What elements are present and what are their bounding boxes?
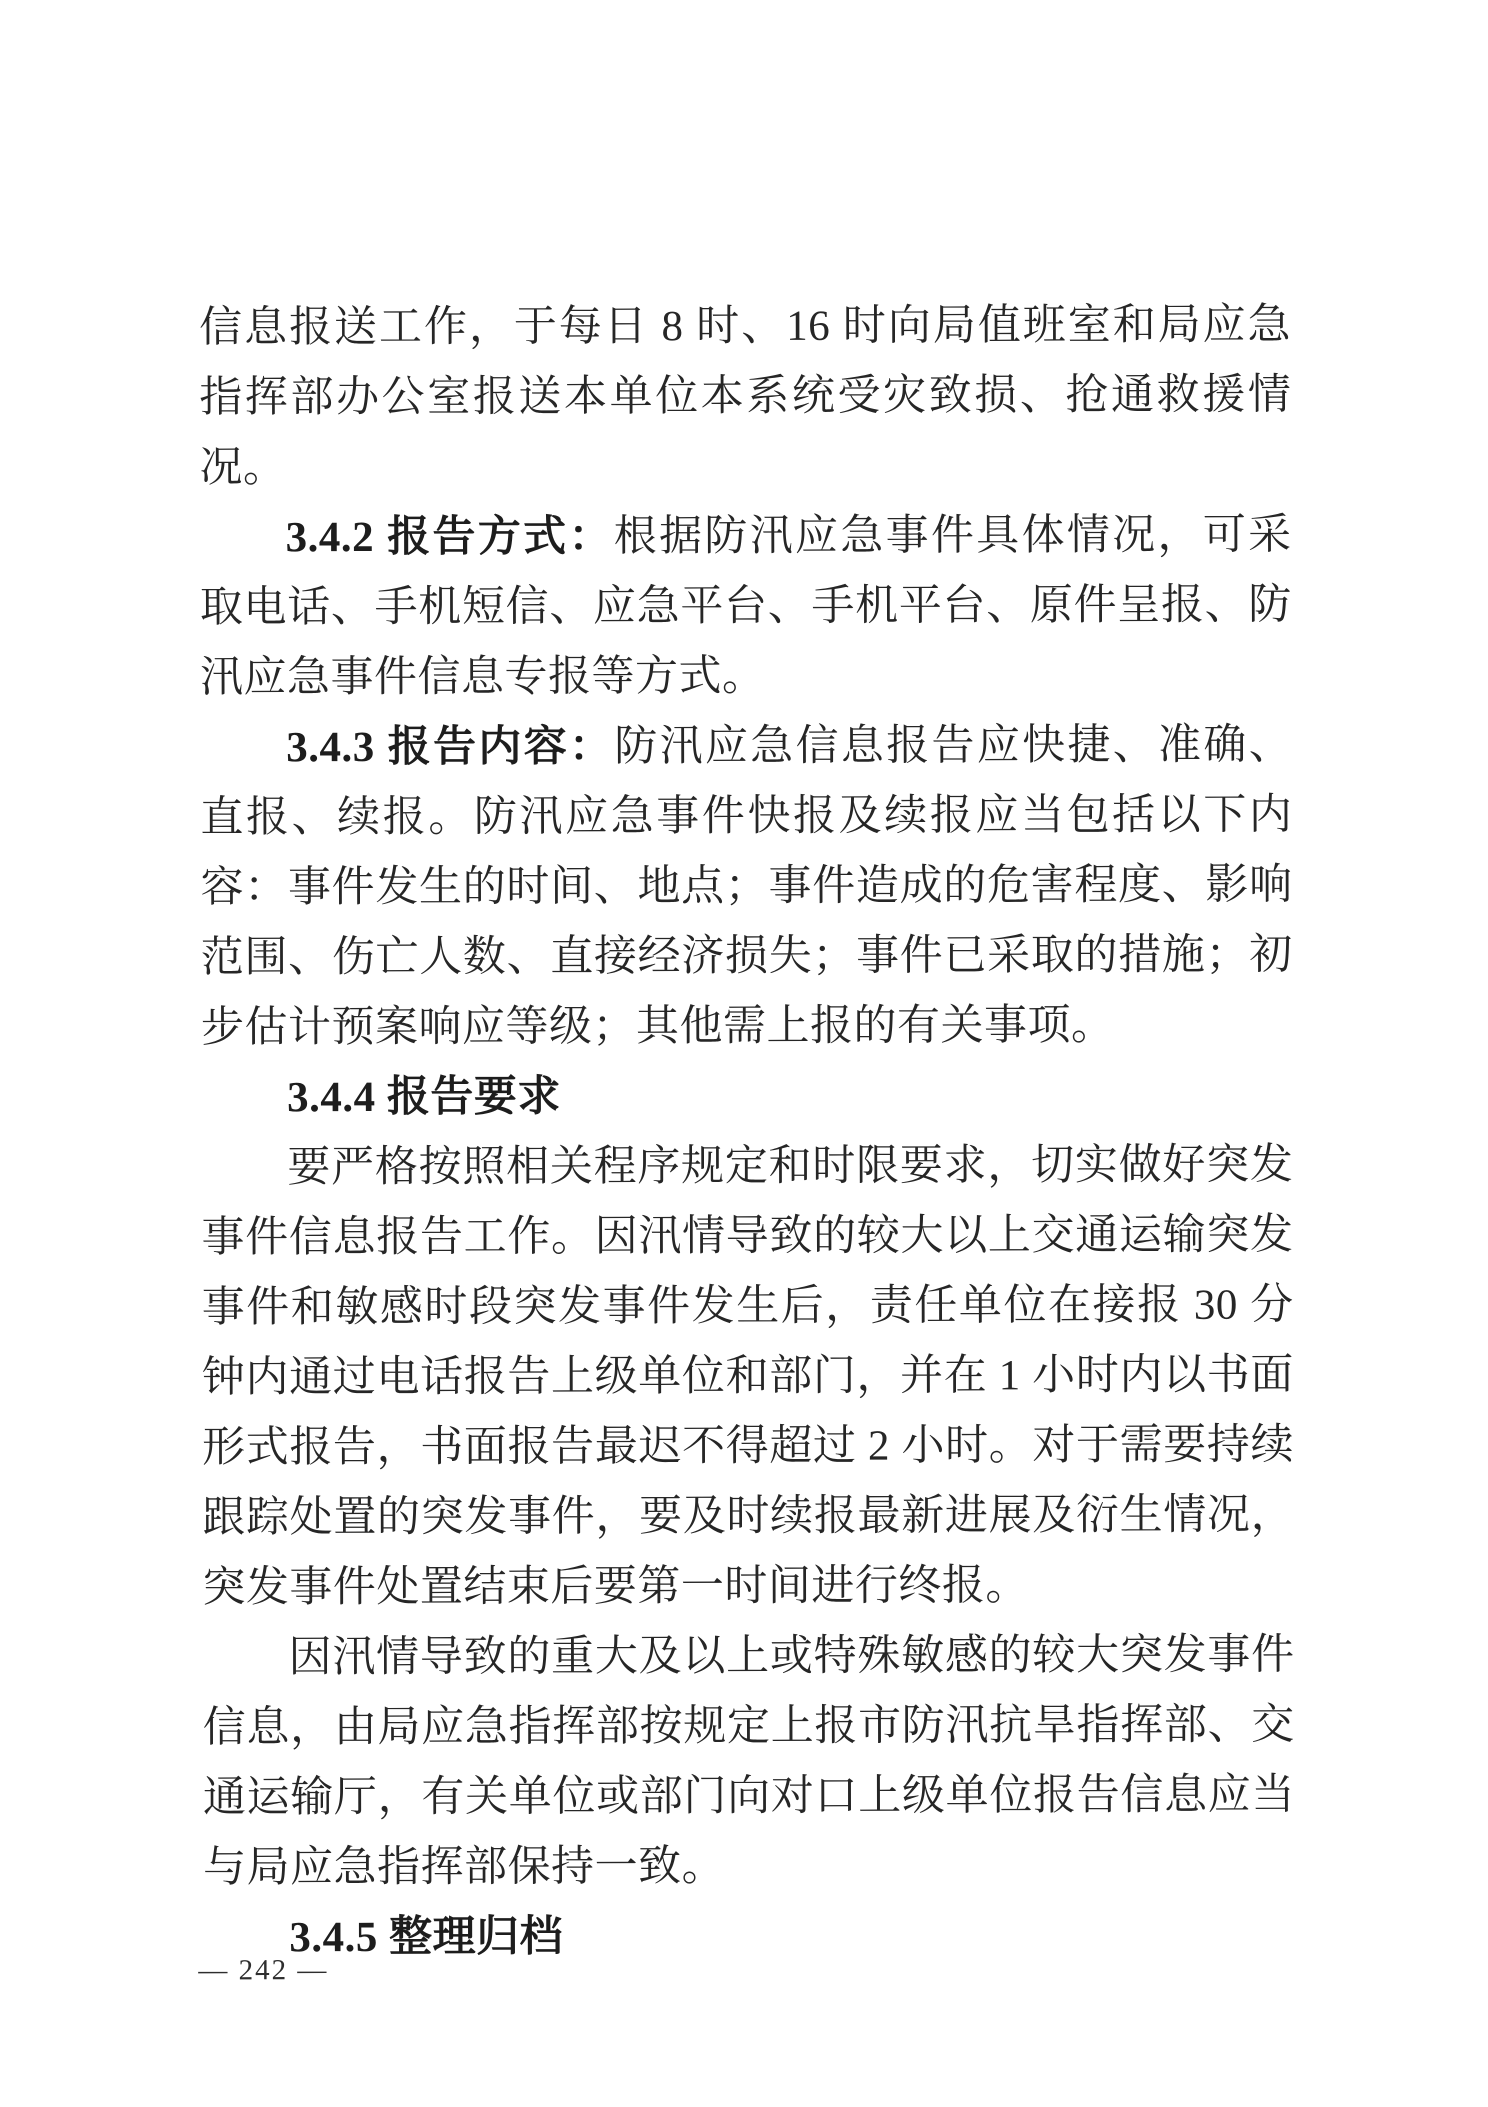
paragraph-major-events — [202, 1621, 1295, 1904]
section-label-3-4-2: 3.4.2 报告方式： — [285, 513, 614, 562]
paragraph-text: 因汛情导致的重大及以上或特殊敏感的较大突发事件信息，由局应急指挥部按规定上报市防汛抗旱指挥部、交通运输厅，有关单位或部门向对口上级单位报告信息应当与局应急指挥部保持一致。 — [202, 1631, 1296, 1892]
document-body — [199, 291, 1295, 1974]
heading-text: 3.4.5 整理归档 — [289, 1913, 564, 1962]
paragraph-report-requirements — [201, 1131, 1294, 1624]
section-label-3-4-3: 3.4.3 报告内容： — [286, 723, 615, 772]
paragraph-3-4-3 — [200, 711, 1293, 1064]
heading-3-4-5 — [203, 1901, 1295, 1974]
paragraph-text: 信息报送工作，于每日 8 时、16 时向局值班室和局应急指挥部办公室报送本单位本系统受灾致损、抢通救援情况。 — [199, 301, 1292, 492]
heading-3-4-4 — [201, 1061, 1293, 1134]
heading-text: 3.4.4 报告要求 — [287, 1073, 561, 1122]
paragraph-text: 防汛应急信息报告应快捷、准确、直报、续报。防汛应急事件快报及续报应当包括以下内容：事件发生的时间、地点；事件造成的危害程度、影响范围、伤亡人数、直接经济损失；事件已采取的措施；初步估计预案响应等级；其他需上报的有关事项。 — [200, 721, 1293, 1052]
paragraph-continuation — [199, 291, 1292, 504]
paragraph-3-4-2 — [200, 501, 1293, 714]
paragraph-text: 要严格按照相关程序规定和时限要求，切实做好突发事件信息报告工作。因汛情导致的较大以上交通运输突发事件和敏感时段突发事件发生后，责任单位在接报 30 分钟内通过电话报告上级单位和部门，并在 1 小时内以书面形式报告，书面报告最迟不得超过 2 小时。对于需要持续跟踪处置的突发事件，要及时续报最新进展及衍生情况，突发事件处置结束后要第一时间进行终报。 — [201, 1141, 1295, 1612]
page-number: — 242 — — [198, 1954, 329, 1987]
paragraph-text: 根据防汛应急事件具体情况，可采取电话、手机短信、应急平台、手机平台、原件呈报、防汛应急事件信息专报等方式。 — [199, 511, 1292, 702]
